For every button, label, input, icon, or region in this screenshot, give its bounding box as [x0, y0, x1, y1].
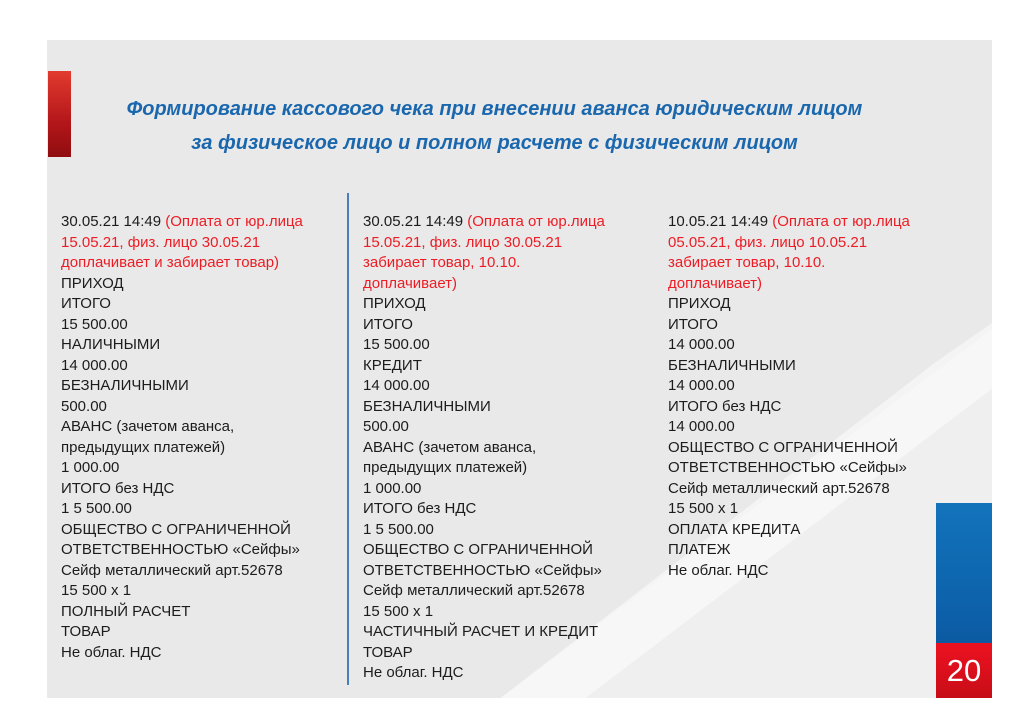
payment-note: забирает товар, 10.10.	[668, 254, 826, 271]
receipt-line: 1 5 500.00	[61, 500, 132, 517]
page-number: 20	[946, 652, 982, 688]
receipt-line: ПРИХОД	[61, 274, 124, 292]
receipt-line: предыдущих платежей)	[363, 459, 528, 476]
receipt-line: ПЛАТЕЖ	[668, 541, 731, 558]
payment-note: забирает товар, 10.10.	[363, 254, 521, 271]
payment-note: (Оплата от юр.лица	[772, 213, 910, 230]
receipt-line: 15 500 x 1	[363, 602, 434, 620]
receipt-line: НАЛИЧНЫМИ	[61, 336, 161, 353]
receipt-line: ИТОГО	[668, 315, 718, 333]
receipt-line: 14 000.00	[668, 377, 735, 394]
payment-note: доплачивает)	[668, 274, 763, 292]
payment-note: 15.05.21, физ. лицо 30.05.21	[61, 233, 261, 251]
receipt-line: 15 500 x 1	[668, 500, 739, 517]
receipt-line: 500.00	[363, 418, 409, 435]
receipt-line: ТОВАР	[61, 623, 111, 640]
slide-title-line1: Формирование кассового чека при внесении аванса юридическим лицом	[126, 98, 863, 120]
receipt-line: ТОВАР	[363, 643, 413, 661]
receipt-line: ЧАСТИЧНЫЙ РАСЧЕТ И КРЕДИТ	[363, 623, 599, 640]
timestamp: 30.05.21 14:49	[61, 213, 166, 230]
receipt-line: предыдущих платежей)	[61, 438, 226, 456]
payment-note: 15.05.21, физ. лицо 30.05.21	[363, 233, 563, 251]
receipt-column-2	[363, 212, 655, 684]
receipt-line: Сейф металлический арт.52678	[668, 479, 890, 497]
receipt-line: ИТОГО	[61, 295, 111, 312]
receipt-line: 15 500 x 1	[61, 582, 132, 599]
receipt-line: АВАНС (зачетом аванса,	[61, 418, 235, 435]
slide-title	[67, 92, 922, 160]
receipt-line: Не облаг. НДС	[668, 561, 769, 579]
receipt-line: 14 000.00	[668, 418, 735, 435]
payment-note: доплачивает и забирает товар)	[61, 254, 280, 271]
receipt-line: 14 000.00	[668, 336, 735, 353]
payment-note: доплачивает)	[363, 274, 458, 292]
page-number-badge	[936, 643, 992, 698]
receipt-line: ОПЛАТА КРЕДИТА	[668, 520, 801, 538]
receipt-line	[668, 212, 990, 233]
receipt-line: БЕЗНАЛИЧНЫМИ	[668, 356, 796, 374]
receipt-line: Сейф металлический арт.52678	[363, 582, 585, 599]
payment-note: (Оплата от юр.лица	[165, 213, 303, 230]
receipt-line: ПРИХОД	[363, 295, 426, 312]
receipt-line: ИТОГО без НДС	[61, 479, 175, 497]
slide-title-line2: за физическое лицо и полном расчете с физическим лицом	[191, 132, 798, 154]
receipt-line: ОБЩЕСТВО С ОГРАНИЧЕННОЙ	[61, 520, 291, 538]
receipt-line: 15 500.00	[363, 336, 430, 353]
receipt-line: ОБЩЕСТВО С ОГРАНИЧЕННОЙ	[363, 541, 593, 558]
receipt-line: АВАНС (зачетом аванса,	[363, 438, 537, 456]
receipt-line: Сейф металлический арт.52678	[61, 561, 283, 579]
receipt-line: БЕЗНАЛИЧНЫМИ	[61, 377, 189, 394]
receipt-line: 500.00	[61, 397, 107, 415]
receipt-line: КРЕДИТ	[363, 356, 422, 374]
receipt-line: 14 000.00	[61, 356, 128, 374]
timestamp: 30.05.21 14:49	[363, 213, 468, 230]
receipt-line: ОТВЕТСТВЕННОСТЬЮ «Сейфы»	[61, 541, 300, 558]
receipt-line: 15 500.00	[61, 315, 128, 333]
receipt-line	[61, 212, 353, 233]
receipt-line: ПОЛНЫЙ РАСЧЕТ	[61, 602, 191, 620]
receipt-line	[363, 212, 655, 233]
receipt-line: ПРИХОД	[668, 295, 731, 312]
payment-note: 05.05.21, физ. лицо 10.05.21	[668, 233, 868, 251]
receipt-line: ИТОГО без НДС	[668, 397, 782, 415]
receipt-line: Не облаг. НДС	[61, 643, 162, 661]
receipt-line: ОБЩЕСТВО С ОГРАНИЧЕННОЙ	[668, 438, 898, 456]
receipt-line: БЕЗНАЛИЧНЫМИ	[363, 397, 491, 415]
timestamp: 10.05.21 14:49	[668, 213, 773, 230]
receipt-line: Не облаг. НДС	[363, 664, 464, 681]
slide	[47, 40, 992, 698]
receipt-column-1	[61, 212, 353, 663]
receipt-line: ОТВЕТСТВЕННОСТЬЮ «Сейфы»	[363, 561, 602, 579]
receipt-line: ОТВЕТСТВЕННОСТЬЮ «Сейфы»	[668, 459, 907, 476]
blue-accent-box	[936, 503, 992, 643]
receipt-line: 1 5 500.00	[363, 520, 434, 538]
receipt-line: 14 000.00	[363, 377, 430, 394]
payment-note: (Оплата от юр.лица	[467, 213, 605, 230]
receipt-line: ИТОГО	[363, 315, 413, 333]
receipt-columns	[61, 212, 992, 698]
receipt-line: 1 000.00	[61, 459, 120, 476]
receipt-line: 1 000.00	[363, 479, 422, 497]
receipt-line: ИТОГО без НДС	[363, 500, 477, 517]
